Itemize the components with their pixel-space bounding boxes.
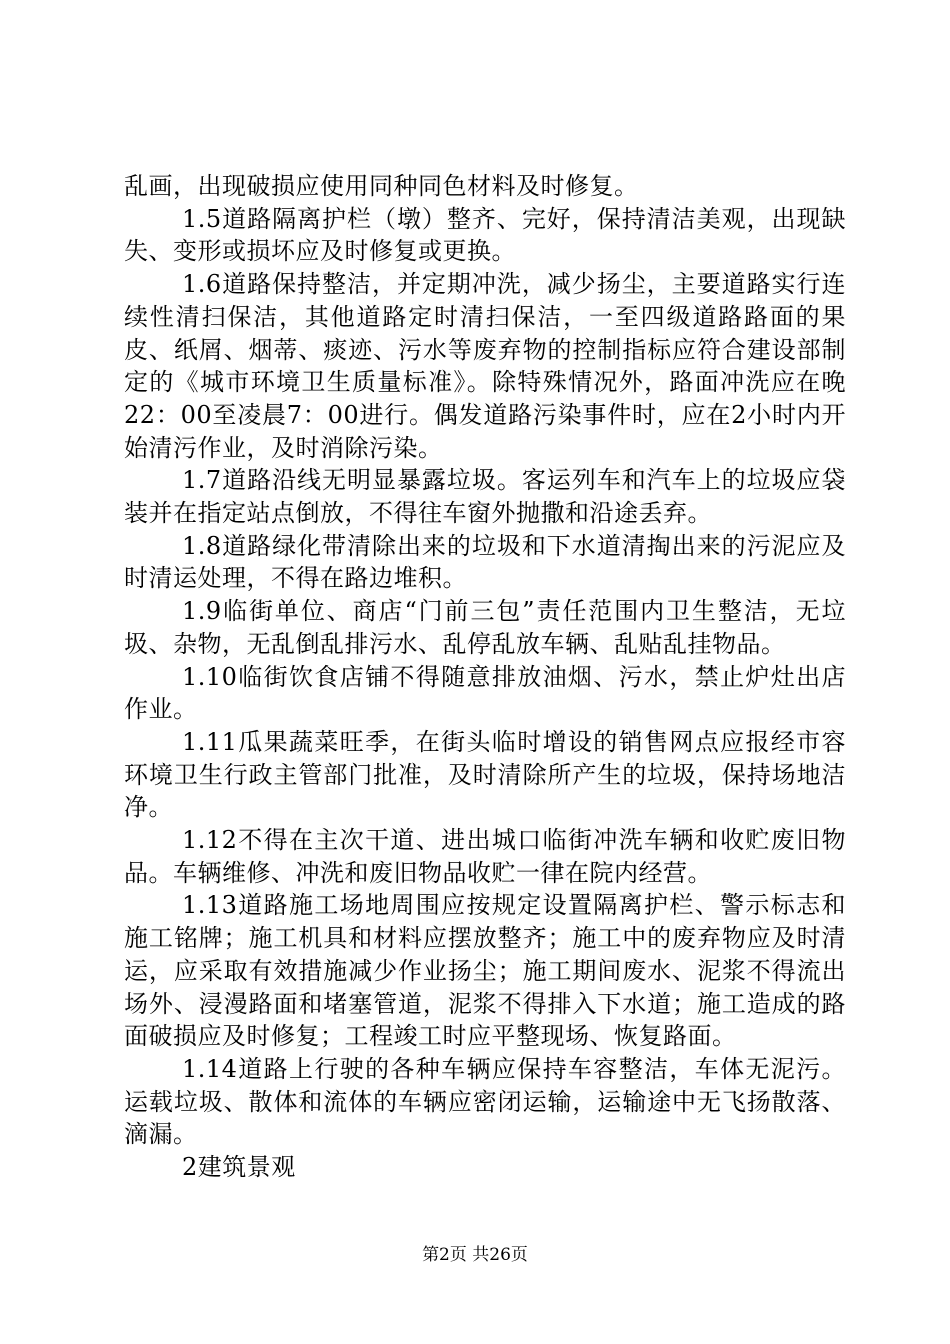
paragraph-1-13: 1.13道路施工场地周围应按规定设置隔离护栏、警示标志和施工铭牌；施工机具和材料应摆放整齐；施工中的废弃物应及时清运，应采取有效措施减少作业扬尘；施工期间废水、泥浆不得流出场外、浸漫路面和堵塞管道，泥浆不得排入下水道；施工造成的路面破损应及时修复；工程竣工时应平整现场、恢复路面。 bbox=[124, 891, 846, 1051]
paragraph-1-9: 1.9临街单位、商店“门前三包”责任范围内卫生整洁，无垃圾、杂物，无乱倒乱排污水、乱停乱放车辆、乱贴乱挂物品。 bbox=[124, 597, 846, 658]
paragraph-1-7: 1.7道路沿线无明显暴露垃圾。客运列车和汽车上的垃圾应袋装并在指定站点倒放，不得往车窗外抛撒和沿途丢弃。 bbox=[124, 466, 846, 528]
paragraph-continuation: 乱画，出现破损应使用同种同色材料及时修复。 bbox=[124, 172, 639, 200]
paragraph-1-5: 1.5道路隔离护栏（墩）整齐、完好，保持清洁美观，出现缺失、变形或损坏应及时修复或更换。 bbox=[124, 204, 846, 266]
paragraph-1-12: 1.12不得在主次干道、进出城口临街冲洗车辆和收贮废旧物品。车辆维修、冲洗和废旧物品收贮一律在院内经营。 bbox=[124, 826, 846, 887]
paragraph-1-6: 1.6道路保持整洁，并定期冲洗，减少扬尘，主要道路实行连续性清扫保洁，其他道路定时清扫保洁，一至四级道路路面的果皮、纸屑、烟蒂、痰迹、污水等废弃物的控制指标应符合建设部制定的《城市环境卫生质量标准》。除特殊情况外，路面冲洗应在晚22：00至凌晨7：00进行。偶发道路污染事件时，应在2小时内开始清污作业，及时消除污染。 bbox=[124, 270, 846, 462]
paragraph-1-11: 1.11瓜果蔬菜旺季，在街头临时增设的销售网点应报经市容环境卫生行政主管部门批准，及时清除所产生的垃圾，保持场地洁净。 bbox=[124, 727, 846, 822]
paragraph-1-14: 1.14道路上行驶的各种车辆应保持车容整洁，车体无泥污。运载垃圾、散体和流体的车辆应密闭运输，运输途中无飞扬散落、滴漏。 bbox=[124, 1054, 846, 1149]
section-heading-2: 2建筑景观 bbox=[182, 1153, 296, 1182]
page-footer: 第2页 共26页 bbox=[422, 1245, 528, 1265]
paragraph-1-8: 1.8道路绿化带清除出来的垃圾和下水道清掏出来的污泥应及时清运处理，不得在路边堆积。 bbox=[124, 531, 846, 593]
document-body bbox=[124, 170, 846, 1184]
paragraph-1-10: 1.10临街饮食店铺不得随意排放油烟、污水，禁止炉灶出店作业。 bbox=[124, 662, 846, 724]
